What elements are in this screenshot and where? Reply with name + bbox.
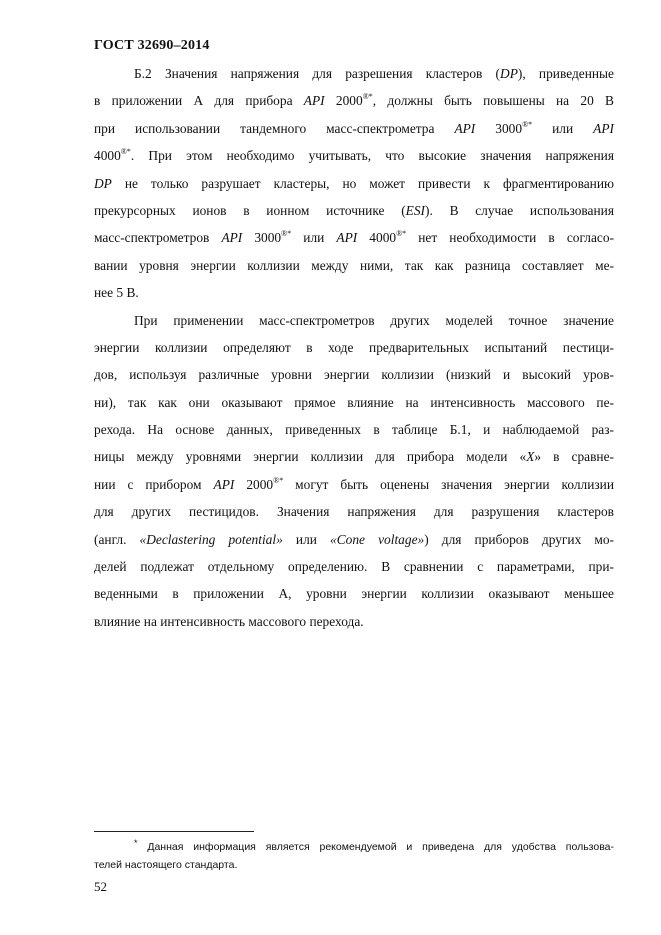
text-line: нии с прибором API 2000®* могут быть оценены значения энергии коллизии	[94, 475, 614, 492]
text-line: При применении масс-спектрометров других моделей точное значение	[134, 312, 614, 328]
text-line: при использовании тандемного масс-спектрометра API 3000®* или API	[94, 119, 614, 136]
text-line: прекурсорных ионов в ионном источнике (ESI). В случае использования	[94, 202, 614, 218]
page-number: 52	[94, 879, 107, 894]
body-text	[94, 60, 614, 635]
footnote-divider	[94, 831, 254, 832]
text-line: 4000®*. При этом необходимо учитывать, что высокие значения напряжения	[94, 147, 614, 164]
text-line: дов, используя различные уровни энергии коллизии (низкий и высокий уров-	[94, 367, 614, 383]
footnote-line: телей настоящего стандарта.	[94, 859, 238, 871]
text-line: (англ. «Declastering potential» или «Cone voltage») для приборов других мо-	[94, 531, 615, 547]
text-line: в приложении А для прибора API 2000®*, должны быть повышены на 20 В	[94, 92, 614, 109]
footnote	[94, 838, 614, 874]
text-line: веденными в приложении А, уровни энергии коллизии оказывают меньшее	[94, 586, 614, 602]
document-header: ГОСТ 32690–2014	[94, 38, 210, 53]
text-line: для других пестицидов. Значения напряжения для разрушения кластеров	[94, 504, 614, 520]
text-line: ни), так как они оказывают прямое влияние на интенсивность массового пе-	[94, 394, 614, 410]
text-line: рехода. На основе данных, приведенных в таблице Б.1, и наблюдаемой раз-	[94, 422, 614, 438]
text-line: Б.2 Значения напряжения для разрешения кластеров (DP), приведенные	[134, 66, 614, 81]
text-line: DP не только разрушает кластеры, но может привести к фрагментированию	[94, 175, 614, 191]
text-line: делей подлежат отдельному определению. В сравнении с параметрами, при-	[94, 559, 614, 575]
text-line: масс-спектрометров API 3000®* или API 4000®* нет необходимости в согласо-	[94, 229, 614, 246]
footnote-mark: *	[134, 838, 138, 848]
text-line: влияние на интенсивность массового перехода.	[94, 613, 364, 629]
text-line: энергии коллизии определяют в ходе предварительных испытаний пестици-	[94, 339, 614, 355]
text-line: нее 5 В.	[94, 285, 139, 301]
footnote-line: * Данная информация является рекомендуемой и приведена для удобства пользова-	[134, 838, 614, 853]
text-line: вании уровня энергии коллизии между ними, так как разница составляет ме-	[94, 257, 614, 273]
text-line: ницы между уровнями энергии коллизии для прибора модели «X» в сравне-	[94, 449, 614, 465]
